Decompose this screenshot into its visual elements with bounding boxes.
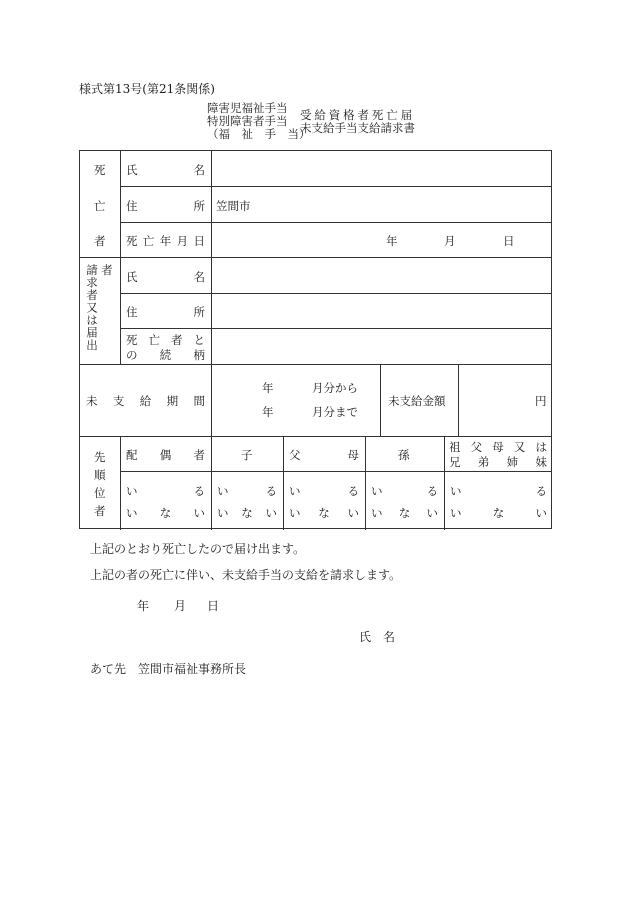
- grandchild-no[interactable]: い な い: [371, 506, 438, 520]
- relation-label-line-1: 死 亡 者 と: [126, 333, 205, 347]
- unpaid-period-label: 未 支 給 期 間: [86, 394, 205, 408]
- spouse-no[interactable]: い な い: [126, 506, 205, 520]
- unpaid-amount-label: 未支給金額: [388, 394, 446, 408]
- claimant-address-field[interactable]: [216, 300, 546, 322]
- claimant-name-field[interactable]: [216, 265, 546, 287]
- allowance-type-list: [207, 102, 311, 141]
- submission-date-year: 年: [137, 599, 150, 613]
- submission-date-month: 月: [174, 599, 187, 613]
- claimant-section-label-2: 者: [100, 264, 114, 277]
- allowance-type-3: （福 祉 手 当）: [207, 127, 311, 141]
- form-title-line-2: 未支給手当支給請求書: [300, 121, 415, 135]
- priority-section-char-4: 者: [94, 504, 106, 518]
- spouse-yes[interactable]: い る: [126, 484, 205, 498]
- grandparents-no[interactable]: い な い: [450, 506, 547, 520]
- signature-label: 氏 名: [359, 630, 396, 644]
- period-from-year: 年: [262, 381, 274, 395]
- col-spouse: 配 偶 者: [126, 448, 205, 462]
- relation-label-line-2: の 続 柄: [126, 348, 205, 362]
- claim-text: 上記の者の死亡に伴い、未支給手当の支給を請求します。: [90, 568, 402, 582]
- col-grandchild: 孫: [398, 448, 410, 462]
- grandparents-yes[interactable]: い る: [450, 484, 547, 498]
- deceased-date-label: 死 亡 年 月 日: [126, 234, 205, 248]
- deceased-name-label: 氏 名: [126, 163, 205, 177]
- form-title: [300, 109, 415, 135]
- yen-unit: 円: [535, 394, 547, 408]
- deceased-section-char-2: 亡: [94, 199, 106, 213]
- deceased-name-field[interactable]: [216, 159, 546, 179]
- form-table: [79, 150, 552, 529]
- grandchild-yes[interactable]: い る: [371, 484, 438, 498]
- deceased-section-char-3: 者: [94, 234, 106, 248]
- child-yes[interactable]: い る: [217, 484, 277, 498]
- priority-section-char-1: 先: [94, 450, 106, 464]
- parents-yes[interactable]: い る: [289, 484, 359, 498]
- allowance-type-2: 特別障害者手当: [207, 114, 288, 128]
- col-child: 子: [241, 448, 253, 462]
- period-to-year: 年: [262, 405, 274, 419]
- period-from-month: 月分から: [312, 381, 358, 395]
- period-to-month: 月分まで: [312, 405, 358, 419]
- col-grandparents-siblings-1: 祖 父 母 又 は: [449, 440, 547, 454]
- priority-section-char-2: 順: [94, 468, 106, 482]
- claimant-name-label: 氏 名: [126, 270, 205, 284]
- child-no[interactable]: い な い: [217, 506, 277, 520]
- submission-date-day: 日: [207, 599, 220, 613]
- form-number-label: 様式第13号(第21条関係): [79, 82, 215, 96]
- deceased-section-char-1: 死: [94, 163, 106, 177]
- col-parents: 父 母: [289, 448, 359, 462]
- addressee-text: あて先 笠間市福祉事務所長: [90, 662, 247, 676]
- col-grandparents-siblings-2: 兄 弟 姉 妹: [449, 455, 547, 469]
- deceased-date-year: 年: [386, 234, 398, 248]
- priority-section-char-3: 位: [94, 486, 106, 500]
- claimant-section-label: 請求者又は届出: [85, 264, 99, 352]
- deceased-address-field[interactable]: 笠間市: [216, 199, 251, 213]
- allowance-type-1: 障害児福祉手当: [207, 101, 288, 115]
- deceased-date-day: 日: [503, 234, 515, 248]
- claimant-address-label: 住 所: [126, 305, 205, 319]
- deceased-address-label: 住 所: [126, 199, 205, 213]
- notice-text: 上記のとおり死亡したので届け出ます。: [90, 542, 306, 556]
- relation-field[interactable]: [216, 334, 546, 358]
- deceased-date-month: 月: [444, 234, 456, 248]
- form-title-line-1: 受給資格者死亡届: [300, 108, 415, 122]
- parents-no[interactable]: い な い: [289, 506, 359, 520]
